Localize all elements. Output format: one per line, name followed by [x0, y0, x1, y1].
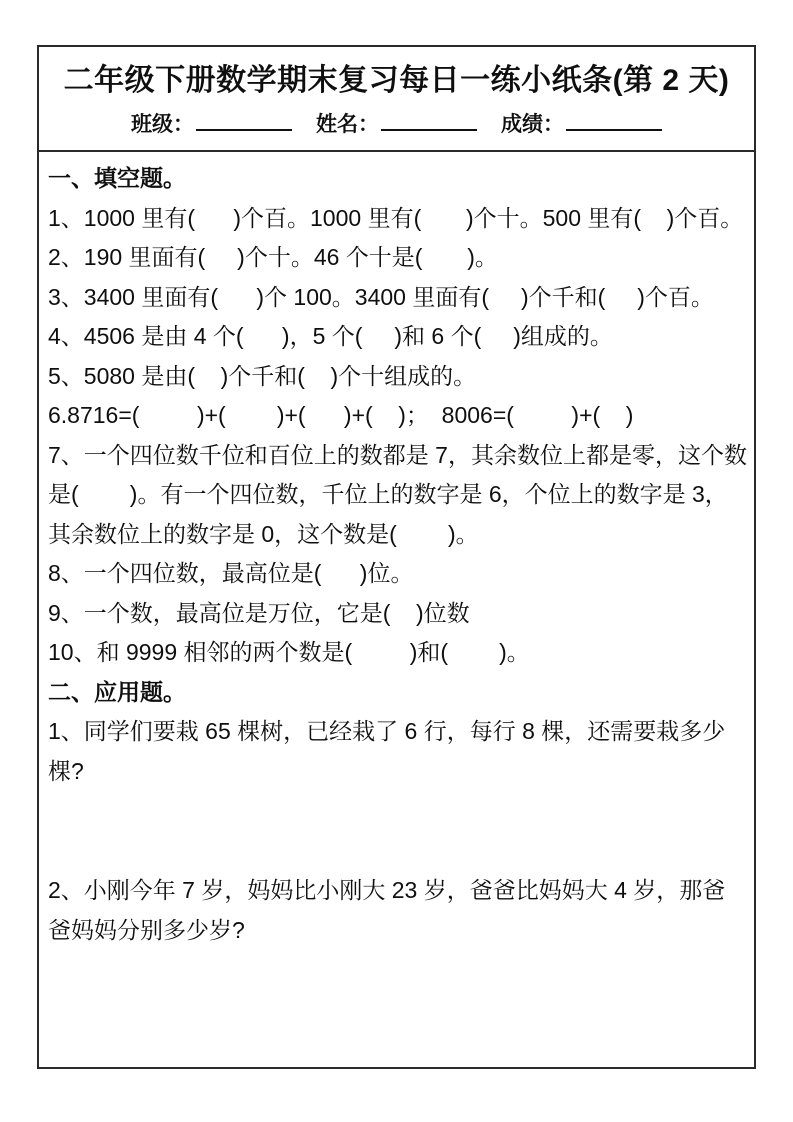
fill-question-9: 9、一个数，最高位是万位，它是( )位数	[48, 599, 470, 626]
section-heading-word-problems: 二、应用题。	[48, 678, 186, 705]
student-info-row	[47, 109, 746, 138]
word-problem-1: 1、同学们要栽 65 棵树，已经栽了 6 行，每行 8 棵，还需要栽多少棵?	[48, 718, 726, 784]
fill-question-7: 7、一个四位数千位和百位上的数都是 7，其余数位上都是零，这个数是( )。有一个四位数，千位上的数字是 6，个位上的数字是 3，其余数位上的数字是 0，这个数是( )。	[48, 441, 747, 547]
fill-question-1: 1、1000 里有( )个百。1000 里有( )个十。500 里有( )个百。	[48, 204, 744, 231]
fill-question-3: 3、3400 里面有( )个 100。3400 里面有( )个千和( )个百。	[48, 283, 714, 310]
section-heading-fill-in-blanks: 一、填空题。	[48, 165, 186, 191]
fill-question-6: 6.8716=( )+( )+( )+( )； 8006=( )+( )	[48, 402, 634, 428]
worksheet-title: 二年级下册数学期末复习每日一练小纸条(第 2 天)	[63, 64, 730, 97]
name-field	[316, 109, 477, 138]
score-blank-line	[566, 109, 662, 131]
fill-question-2: 2、190 里面有( )个十。46 个十是( )。	[48, 244, 498, 270]
fill-question-5: 5、5080 是由( )个千和( )个十组成的。	[48, 362, 477, 389]
worksheet-header	[39, 47, 754, 152]
class-blank-line	[196, 109, 292, 131]
fill-question-8: 8、一个四位数，最高位是( )位。	[48, 560, 414, 586]
name-blank-line	[381, 109, 477, 131]
fill-question-10: 10、和 9999 相邻的两个数是( )和( )。	[48, 639, 530, 665]
class-label: 班级：	[131, 113, 194, 136]
class-field	[131, 109, 292, 138]
name-label: 姓名：	[316, 113, 379, 136]
score-field	[501, 109, 662, 138]
worksheet-body	[39, 152, 754, 950]
word-problem-2: 2、小刚今年 7 岁，妈妈比小刚大 23 岁，爸爸比妈妈大 4 岁，那爸爸妈妈分别多少岁?	[48, 877, 726, 943]
fill-question-4: 4、4506 是由 4 个( )，5 个( )和 6 个( )组成的。	[48, 323, 613, 349]
worksheet-border-box	[37, 45, 756, 1069]
score-label: 成绩：	[501, 113, 564, 136]
